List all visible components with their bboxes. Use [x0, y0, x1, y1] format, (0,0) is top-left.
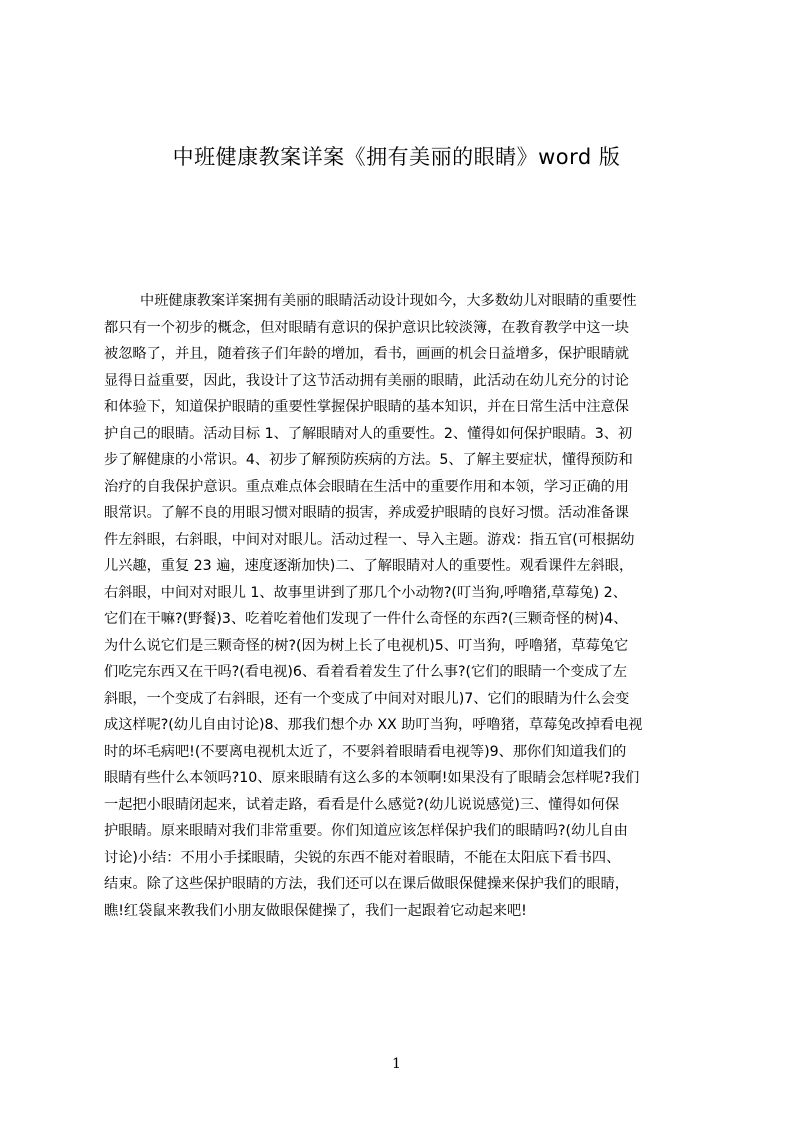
- paragraph-line: 被忽略了，并且，随着孩子们年龄的增加，看书，画画的机会日益增多，保护眼睛就: [104, 346, 629, 362]
- paragraph-line: 中班健康教案详案拥有美丽的眼睛活动设计现如今，大多数幼儿对眼睛的重要性: [140, 293, 637, 309]
- paragraph-line: 们吃完东西又在干吗?(看电视)6、看着看着发生了什么事?(它们的眼睛一个变成了左: [104, 664, 628, 680]
- page-title: 中班健康教案详案《拥有美丽的眼睛》word 版: [172, 145, 621, 169]
- paragraph-line: 都只有一个初步的概念，但对眼睛有意识的保护意识比较淡簿，在教育教学中这一块: [104, 319, 629, 336]
- paragraph-line: 护眼睛。原来眼睛对我们非常重要。你们知道应该怎样保护我们的眼睛吗?(幼儿自由: [104, 823, 628, 839]
- paragraph-line: 瞧!红袋鼠来教我们小朋友做眼保健操了，我们一起跟着它动起来吧!: [104, 902, 527, 919]
- page-number: 1: [392, 1056, 401, 1072]
- paragraph-line: 儿兴趣，重复 23 遍，速度逐渐加快)二、了解眼睛对人的重要性。观看课件左斜眼，: [104, 558, 634, 574]
- paragraph-line: 结束。除了这些保护眼睛的方法，我们还可以在课后做眼保健操来保护我们的眼睛，: [104, 876, 629, 892]
- paragraph-line: 讨论)小结：不用小手揉眼睛，尖锐的东西不能对着眼睛，不能在太阳底下看书四、: [104, 849, 621, 866]
- paragraph-line: 步了解健康的小常识。4、初步了解预防疾病的方法。5、了解主要症状，懂得预防和: [104, 452, 633, 468]
- paragraph-line: 治疗的自我保护意识。重点难点体会眼睛在生活中的重要作用和本领，学习正确的用: [104, 478, 629, 495]
- paragraph-line: 时的坏毛病吧!(不要离电视机太近了，不要斜着眼睛看电视等)9、那你们知道我们的: [104, 743, 627, 760]
- paragraph-line: 和体验下，知道保护眼睛的重要性掌握保护眼睛的基本知识，并在日常生活中注意保: [104, 399, 629, 415]
- paragraph-line: 一起把小眼睛闭起来，试着走路，看看是什么感觉?(幼儿说说感觉)三、懂得如何保: [104, 796, 620, 813]
- paragraph-line: 它们在干嘛?(野餐)3、吃着吃着他们发现了一件什么奇怪的东西?(三颗奇怪的树)4、: [104, 611, 628, 627]
- paragraph-line: 显得日益重要，因此，我设计了这节活动拥有美丽的眼睛，此活动在幼儿充分的讨论: [104, 372, 629, 389]
- paragraph-line: 护自己的眼睛。活动目标 1、了解眼睛对人的重要性。2、懂得如何保护眼睛。3、初: [104, 425, 633, 442]
- paragraph-line: 眼常识。了解不良的用眼习惯对眼睛的损害，养成爱护眼睛的良好习惯。活动准备课: [104, 505, 629, 521]
- body-paragraph: [104, 288, 696, 938]
- paragraph-line: 件左斜眼，右斜眼，中间对对眼儿。活动过程一、导入主题。游戏：指五官(可根据幼: [104, 531, 635, 548]
- paragraph-line: 斜眼，一个变成了右斜眼，还有一个变成了中间对对眼儿)7、它们的眼睛为什么会变: [104, 690, 630, 707]
- paragraph-line: 眼睛有些什么本领吗?10、原来眼睛有这么多的本领啊!如果没有了眼睛会怎样呢?我们: [104, 770, 640, 786]
- paragraph-line: 右斜眼，中间对对眼儿 1、故事里讲到了那几个小动物?(叮当狗,呼噜猪,草莓兔) 2、: [104, 584, 627, 601]
- paragraph-line: 为什么说它们是三颗奇怪的树?(因为树上长了电视机)5、叮当狗，呼噜猪，草莓兔它: [104, 637, 629, 654]
- paragraph-line: 成这样呢?(幼儿自由讨论)8、那我们想个办 XX 助叮当狗，呼噜猪，草莓兔改掉看电视: [104, 717, 643, 733]
